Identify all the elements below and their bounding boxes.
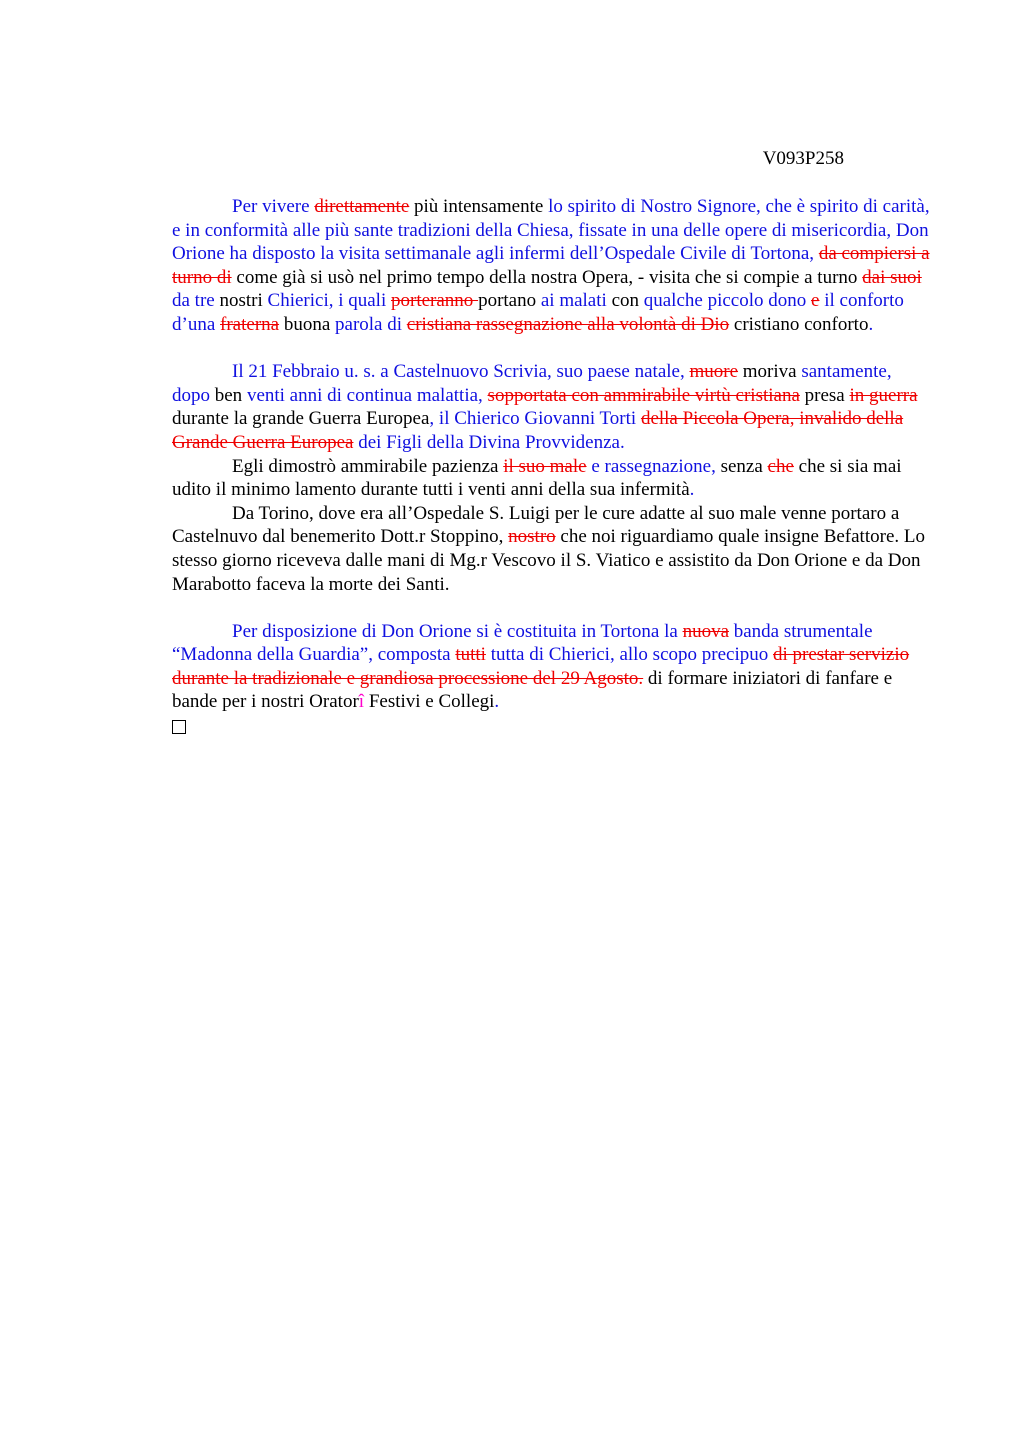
inserted-text: Chierici, i quali xyxy=(267,290,391,312)
inserted-text: ai malati xyxy=(540,290,612,312)
text-segment: che si sia mai udito il minimo lamento durante tutti i venti anni della sua infermità xyxy=(172,455,902,501)
text-segment: portano xyxy=(478,290,541,312)
inserted-text: da tre xyxy=(172,290,220,312)
inserted-text: e rassegnazione, xyxy=(586,455,721,477)
document-body xyxy=(172,195,932,741)
text-segment: presa xyxy=(799,384,850,406)
paragraph-gap xyxy=(172,596,932,620)
deleted-text: il suo male xyxy=(503,455,587,477)
text-segment: che noi riguardiamo quale insigne Befattore. Lo stesso giorno riceveva dalle mani di Mg.r Vescovo il S. Viatico e assistito da Don Orione e da Don Marabotto faceva la morte dei Santi. xyxy=(172,526,925,595)
inserted-text: Per disposizione di Don Orione si è costituita in Tortona la xyxy=(232,620,683,642)
paragraph-5 xyxy=(172,620,932,714)
text-segment: moriva xyxy=(738,361,802,383)
deleted-text: da compiersi a turno di xyxy=(172,243,930,288)
deleted-text: sopportata con ammirabile virtù cristiana xyxy=(487,384,800,406)
inserted-text: , il Chierico Giovanni Torti xyxy=(429,408,641,430)
inserted-text: . xyxy=(689,479,695,501)
text-segment: cristiano conforto xyxy=(729,313,869,335)
text-segment: Egli dimostrò ammirabile pazienza xyxy=(232,455,504,477)
deleted-text: fraterna xyxy=(220,313,280,335)
deleted-text: nuova xyxy=(682,620,729,642)
inserted-text: lo spirito di Nostro Signore, che è spirito di carità, e in conformità alle più sante tradizioni della Chiesa, fissate in una delle opere di misericordia, Don Orione ha disposto la visita settimanale agli infermi dell’Ospedale Civile di Tortona, xyxy=(172,196,930,265)
paragraph-1 xyxy=(172,195,932,337)
deleted-text: muore xyxy=(689,361,739,383)
text-segment: con xyxy=(611,290,644,312)
deleted-text: cristiana rassegnazione alla volontà di Dio xyxy=(406,313,730,335)
deleted-text: della Piccola Opera, invalido della Grande Guerra Europea xyxy=(172,408,904,453)
text-segment: Da Torino, dove era all’Ospedale S. Luigi per le cure adatte al suo male venne portaro a Castelnuvo dal benemerito Dott.r Stoppino, xyxy=(172,502,900,548)
inserted-text: dei Figli della Divina Provvidenza. xyxy=(353,431,625,453)
text-segment: nostri xyxy=(219,290,268,312)
end-of-document-marker xyxy=(172,714,932,741)
text-segment: ben xyxy=(214,384,247,406)
deleted-text: nostro xyxy=(508,526,556,548)
deleted-text: dai suoi xyxy=(862,266,922,288)
inserted-text: venti anni di continua malattia, xyxy=(246,384,488,406)
paragraph-2 xyxy=(172,360,932,454)
text-segment: durante la grande Guerra Europea xyxy=(172,408,430,430)
paragraph-gap xyxy=(172,337,932,361)
inserted-text: parola di xyxy=(335,313,407,335)
paragraph-4 xyxy=(172,502,932,596)
deleted-text: tutti xyxy=(455,644,486,666)
paragraph-3 xyxy=(172,455,932,502)
special-character: î xyxy=(358,691,365,713)
inserted-text: banda strumentale “Madonna della Guardia”, composta xyxy=(172,620,873,666)
text-segment: senza xyxy=(720,455,768,477)
inserted-text: il conforto d’una xyxy=(172,290,904,335)
text-segment: buona xyxy=(279,313,336,335)
deleted-text: che xyxy=(767,455,794,477)
empty-box-icon xyxy=(172,720,186,734)
deleted-text: e xyxy=(811,290,820,312)
inserted-text: santamente, dopo xyxy=(172,361,892,406)
text-segment: più intensamente xyxy=(409,196,549,217)
deleted-text: porteranno xyxy=(391,290,479,312)
deleted-text: di prestar servizio durante la tradizionale e grandiosa processione del 29 Agosto. xyxy=(172,644,910,689)
deleted-text: in guerra xyxy=(849,384,918,406)
page-id: V093P258 xyxy=(762,148,844,169)
text-segment: come già si usò nel primo tempo della nostra Opera, - visita che si compie a turno xyxy=(231,266,863,288)
inserted-text: tutta di Chierici, allo scopo precipuo xyxy=(485,644,773,666)
text-segment: di formare iniziatori di fanfare e bande per i nostri Orator xyxy=(172,667,893,713)
inserted-text: . xyxy=(868,313,874,335)
inserted-text: . xyxy=(494,691,500,713)
deleted-text: direttamente xyxy=(314,196,410,217)
inserted-text: Il 21 Febbraio u. s. a Castelnuovo Scrivia, suo paese natale, xyxy=(232,361,690,383)
inserted-text: qualche piccolo dono xyxy=(643,290,812,312)
inserted-text: Per vivere xyxy=(232,196,315,217)
text-segment: Festivi e Collegi xyxy=(364,691,495,713)
